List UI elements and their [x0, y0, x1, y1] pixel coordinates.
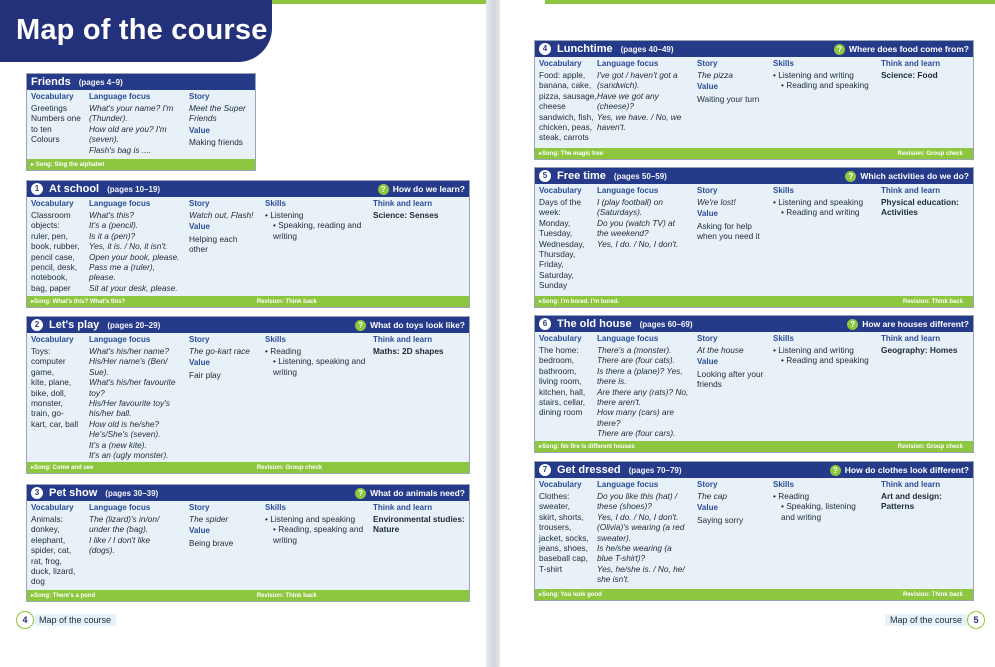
think-text: Geography: Homes — [881, 345, 958, 355]
section-get-dressed — [534, 461, 974, 601]
revision-text: Revision: Group check — [256, 464, 323, 471]
think-text: Maths: 2D shapes — [373, 346, 444, 356]
col-header-vocabulary: Vocabulary — [31, 92, 74, 101]
value-text: Fair play — [189, 369, 221, 380]
col-skills — [773, 184, 881, 218]
think-text: Art and design: Patterns — [881, 491, 942, 512]
page-number: 5 — [967, 611, 985, 629]
value-label: Value — [189, 125, 210, 135]
col-header-language: Language focus — [89, 199, 151, 208]
col-story — [697, 478, 773, 525]
col-header-vocabulary: Vocabulary — [31, 199, 74, 208]
bar-arrow-icon: ▸ — [31, 465, 35, 471]
value-label: Value — [697, 209, 718, 219]
col-story — [697, 184, 773, 242]
song-bar — [535, 589, 973, 600]
language-text: What's this? It's a (pencil). Is it a (pen)? Yes, it is. / No, it isn't. Open your book, please. Pass me a (ruler), please. Sit at your desk, please. — [89, 210, 180, 293]
col-vocabulary — [31, 333, 97, 429]
song-bar — [27, 590, 469, 601]
col-story — [189, 333, 265, 380]
col-header-story: Story — [697, 334, 718, 343]
col-header-think: Think and learn — [881, 334, 941, 343]
language-text: I've got / haven't got a (sandwich). Have we got any (cheese)? Yes, we have. / No, we haven't. — [597, 70, 682, 133]
col-story — [189, 197, 265, 255]
col-skills — [265, 501, 373, 545]
song-bar: ▸ Song: Sing the alphabet — [27, 159, 255, 170]
section-the-old-house — [534, 315, 974, 453]
col-header-language: Language focus — [597, 480, 659, 489]
skills-text: • Listening and writing • Reading and speaking — [773, 70, 869, 91]
language-text: What's your name? I'm (Thunder). How old are you? I'm (seven). Flash's bag is .... — [89, 103, 174, 155]
section-name: Pet show — [49, 487, 98, 499]
section-columns — [27, 197, 469, 297]
page-footer-label: Map of the course — [34, 614, 116, 626]
value-text: Saying sorry — [697, 514, 744, 525]
question-icon: ? — [355, 488, 366, 499]
col-header-language: Language focus — [597, 186, 659, 195]
vocabulary-text: The home: bedroom, bathroom, living room, kitchen, hall, stairs, cellar, dining room — [539, 345, 586, 418]
col-vocabulary — [539, 57, 605, 143]
col-skills — [773, 57, 881, 91]
big-question — [845, 171, 969, 182]
song-bar — [27, 296, 469, 307]
revision-text: Revision: Group check — [897, 150, 963, 157]
section-pages: (pages 40–49) — [620, 44, 674, 54]
big-question-text: What do animals need? — [370, 488, 465, 498]
song-text: Song: Sing the alphabet — [35, 161, 105, 168]
title-banner — [0, 0, 272, 62]
vocabulary-text: Clothes: sweater, skirt, shorts, trousers, jacket, socks, jeans, shoes, baseball cap, T-shirt — [539, 491, 589, 574]
song-text: Song: Come and see — [34, 464, 94, 471]
bar-arrow-icon: ▸ — [539, 592, 543, 598]
col-header-think: Think and learn — [881, 186, 941, 195]
col-header-think: Think and learn — [373, 335, 433, 344]
col-vocabulary — [31, 197, 97, 293]
col-language — [597, 57, 695, 132]
section-name: Free time — [557, 170, 606, 182]
page-footer-label: Map of the course — [885, 614, 967, 626]
col-header-vocabulary: Vocabulary — [539, 480, 582, 489]
revision-text: Revision: Think back — [256, 592, 317, 599]
page-title: Map of the course — [16, 14, 268, 46]
section-columns — [535, 184, 973, 297]
big-question-text: What do toys look like? — [370, 320, 465, 330]
big-question — [834, 44, 969, 55]
section-pages: (pages 10–19) — [107, 184, 161, 194]
col-header-story: Story — [189, 199, 210, 208]
col-header-vocabulary: Vocabulary — [31, 335, 74, 344]
song-bar — [27, 462, 469, 473]
big-question-text: How are houses different? — [862, 319, 969, 329]
col-header-language: Language focus — [597, 334, 659, 343]
section-name: The old house — [557, 318, 632, 330]
story-text: The pizza — [697, 70, 733, 80]
song-text: Song: I'm bored. I'm bored. — [542, 298, 620, 305]
big-question-text: How do clothes look different? — [844, 465, 969, 475]
section-name: At school — [49, 183, 100, 195]
question-icon: ? — [378, 184, 389, 195]
right-page — [500, 0, 995, 667]
think-text: Science: Senses — [373, 210, 439, 220]
col-header-skills: Skills — [773, 480, 794, 489]
col-header-think: Think and learn — [881, 480, 941, 489]
col-language — [597, 332, 695, 439]
page-number-right — [885, 611, 985, 629]
language-text: I (play football) on (Saturdays). Do you (watch TV) at the weekend? Yes, I do. / No, I don't. — [597, 197, 679, 249]
page-number: 4 — [16, 611, 34, 629]
think-text: Physical education: Activities — [881, 197, 959, 218]
col-language — [89, 333, 187, 460]
section-pages: (pages 4–9) — [78, 77, 123, 87]
section-header — [27, 74, 255, 90]
col-header-skills: Skills — [773, 334, 794, 343]
skills-text: • Listening and speaking • Reading and writing — [773, 197, 864, 218]
story-text: Meet the Super Friends — [189, 103, 246, 124]
song-text: Song: There's a pond — [34, 592, 96, 599]
col-header-skills: Skills — [265, 199, 286, 208]
vocabulary-text: Classroom objects: ruler, pen, book, rubber, pencil case, pencil, desk, notebook, bag, paper — [31, 210, 80, 293]
page-number-left — [16, 611, 116, 629]
language-text: What's his/her name? His/Her name's (Ben/ Sue). What's his/her favourite toy? His/Her favourite toy's his/her ball. How old is he/she? He's/She's (seven). It's a (new kite). It's an (ugly monster). — [89, 346, 176, 461]
unit-number-badge: 2 — [31, 319, 43, 331]
big-question-text: Which activities do we do? — [860, 171, 969, 181]
col-story — [697, 332, 773, 390]
unit-number-badge: 5 — [539, 170, 551, 182]
col-language — [597, 184, 695, 249]
unit-number-badge: 6 — [539, 318, 551, 330]
story-text: The go-kart race — [189, 346, 250, 356]
bar-arrow-icon: ▸ — [31, 593, 35, 599]
story-text: At the house — [697, 345, 744, 355]
revision-text: Revision: Think back — [902, 591, 963, 598]
col-header-vocabulary: Vocabulary — [539, 334, 582, 343]
song-text: Song: The magic tree — [542, 150, 604, 157]
col-skills — [773, 478, 881, 522]
col-language — [89, 197, 187, 293]
section-at-school — [26, 180, 470, 308]
section-pet-show — [26, 484, 470, 602]
value-label: Value — [697, 82, 718, 92]
story-text: We're lost! — [697, 197, 736, 207]
section-pages: (pages 30–39) — [105, 488, 159, 498]
section-header — [535, 41, 973, 57]
col-vocabulary — [539, 332, 605, 418]
value-text: Making friends — [189, 137, 243, 148]
song-bar — [535, 441, 973, 452]
col-header-skills: Skills — [265, 335, 286, 344]
question-icon: ? — [830, 465, 841, 476]
value-text: Helping each other — [189, 233, 238, 255]
col-header-vocabulary: Vocabulary — [539, 59, 582, 68]
section-name: Let's play — [49, 319, 100, 331]
song-text: Song: You look good — [542, 591, 602, 598]
col-header-think: Think and learn — [881, 59, 941, 68]
section-name: Friends — [31, 76, 71, 88]
col-header-language: Language focus — [597, 59, 659, 68]
big-question — [355, 320, 465, 331]
col-header-story: Story — [697, 186, 718, 195]
section-lunchtime — [534, 40, 974, 160]
unit-number-badge: 3 — [31, 487, 43, 499]
col-language — [597, 478, 695, 585]
section-friends — [26, 73, 256, 171]
vocabulary-text: Days of the week: Monday, Tuesday, Wednesday, Thursday, Friday, Saturday, Sunday — [539, 197, 585, 291]
col-think — [881, 478, 974, 512]
bar-arrow-icon: ▸ — [539, 151, 543, 157]
song-bar — [535, 148, 973, 159]
big-question — [355, 488, 465, 499]
col-story — [189, 501, 265, 548]
section-header — [27, 181, 469, 197]
revision-text: Revision: Group check — [897, 443, 963, 450]
story-text: The cap — [697, 491, 727, 501]
big-question — [830, 465, 969, 476]
col-header-story: Story — [697, 59, 718, 68]
col-vocabulary — [31, 501, 97, 587]
skills-text: • Reading • Listening, speaking and writing — [265, 346, 366, 377]
revision-text: Revision: Think back — [256, 298, 317, 305]
col-skills — [265, 197, 373, 241]
col-header-language: Language focus — [89, 92, 151, 101]
language-text: There's a (monster). There are (four cats). Is there a (plane)? Yes, there is. Are there any (rats)? No, there aren't. How many (cars) are there? There are (four cars). — [597, 345, 689, 439]
section-header — [535, 462, 973, 478]
col-header-language: Language focus — [89, 503, 151, 512]
col-skills — [773, 332, 881, 366]
col-story — [697, 57, 773, 104]
big-question — [378, 184, 465, 195]
col-header-story: Story — [189, 335, 210, 344]
top-accent-strip — [545, 0, 995, 4]
col-header-story: Story — [189, 92, 210, 101]
section-pages: (pages 70–79) — [628, 465, 682, 475]
value-text: Asking for help when you need it — [697, 220, 760, 242]
question-icon: ? — [845, 171, 856, 182]
story-text: Watch out, Flash! — [189, 210, 254, 220]
col-header-vocabulary: Vocabulary — [31, 503, 74, 512]
skills-text: • Listening and writing • Reading and speaking — [773, 345, 869, 366]
col-skills — [265, 333, 373, 377]
section-header — [535, 168, 973, 184]
col-header-story: Story — [697, 480, 718, 489]
value-text: Being brave — [189, 537, 234, 548]
unit-number-badge: 4 — [539, 43, 551, 55]
col-vocabulary — [539, 184, 605, 291]
big-question — [847, 319, 969, 330]
think-text: Science: Food — [881, 70, 938, 80]
value-text: Waiting your turn — [697, 93, 760, 104]
col-header-skills: Skills — [773, 59, 794, 68]
col-think — [373, 333, 467, 356]
section-let-s-play — [26, 316, 470, 474]
question-icon: ? — [834, 44, 845, 55]
vocabulary-text: Animals: donkey, elephant, spider, cat, rat, frog, duck, lizard, dog — [31, 514, 76, 587]
section-columns — [535, 478, 973, 590]
col-think — [881, 184, 974, 218]
section-header — [27, 485, 469, 501]
section-name: Lunchtime — [557, 43, 613, 55]
bar-arrow-icon: ▸ — [539, 299, 543, 305]
col-header-think: Think and learn — [373, 199, 433, 208]
big-question-text: Where does food come from? — [849, 44, 969, 54]
big-question-text: How do we learn? — [392, 184, 465, 194]
section-name: Get dressed — [557, 464, 621, 476]
top-accent-strip — [272, 0, 488, 4]
skills-text: • Listening and speaking • Reading, speaking and writing — [265, 514, 364, 545]
song-text: Song: No fire is different houses — [542, 443, 635, 450]
col-header-language: Language focus — [89, 335, 151, 344]
unit-number-badge: 7 — [539, 464, 551, 476]
col-think — [881, 57, 974, 80]
value-label: Value — [697, 357, 718, 367]
vocabulary-text: Greetings Numbers one to ten Colours — [31, 103, 81, 145]
section-header — [27, 317, 469, 333]
bar-arrow-icon: ▸ — [31, 299, 35, 305]
question-icon: ? — [355, 320, 366, 331]
song-text: Song: What's this? What's this? — [34, 298, 126, 305]
col-header-skills: Skills — [773, 186, 794, 195]
revision-text: Revision: Think back — [902, 298, 963, 305]
question-icon: ? — [847, 319, 858, 330]
section-header — [535, 316, 973, 332]
vocabulary-text: Food: apple, banana, cake, pizza, sausage, cheese sandwich, fish, chicken, peas, steak, carrots — [539, 70, 597, 143]
song-bar — [535, 296, 973, 307]
section-columns — [535, 57, 973, 149]
section-pages: (pages 60–69) — [639, 319, 693, 329]
col-language — [89, 501, 187, 556]
section-pages: (pages 50–59) — [613, 171, 667, 181]
section-columns — [535, 332, 973, 442]
col-think — [373, 197, 467, 220]
bar-arrow-icon: ▸ — [539, 444, 543, 450]
section-pages: (pages 20–29) — [107, 320, 161, 330]
left-page — [0, 0, 488, 667]
col-header-vocabulary: Vocabulary — [539, 186, 582, 195]
col-header-story: Story — [189, 503, 210, 512]
col-think — [373, 501, 467, 535]
skills-text: • Reading • Speaking, listening and writing — [773, 491, 856, 522]
value-label: Value — [189, 358, 210, 368]
value-text: Looking after your friends — [697, 368, 764, 390]
col-vocabulary — [539, 478, 605, 574]
section-columns — [27, 501, 469, 591]
section-columns — [27, 333, 469, 463]
value-label: Value — [189, 526, 210, 536]
unit-number-badge: 1 — [31, 183, 43, 195]
vocabulary-text: Toys: computer game, kite, plane, bike, doll, monster, train, go- kart, car, ball — [31, 346, 79, 429]
language-text: The (lizard)'s in/on/ under the (bag). I like / I don't like (dogs). — [89, 514, 160, 556]
col-think — [881, 332, 974, 355]
section-free-time — [534, 167, 974, 308]
story-text: The spider — [189, 514, 229, 524]
value-label: Value — [697, 503, 718, 513]
col-header-think: Think and learn — [373, 503, 433, 512]
col-header-skills: Skills — [265, 503, 286, 512]
skills-text: • Listening • Speaking, reading and writing — [265, 210, 362, 241]
language-text: Do you like this (hat) / these (shoes)? Yes, I do. / No, I don't. (Olivia)'s wearing (a red sweater). Is he/she wearing (a blue T-shirt)? Yes, he/she is. / No, he/ she isn't. — [597, 491, 685, 585]
value-label: Value — [189, 222, 210, 232]
think-text: Environmental studies: Nature — [373, 514, 465, 535]
